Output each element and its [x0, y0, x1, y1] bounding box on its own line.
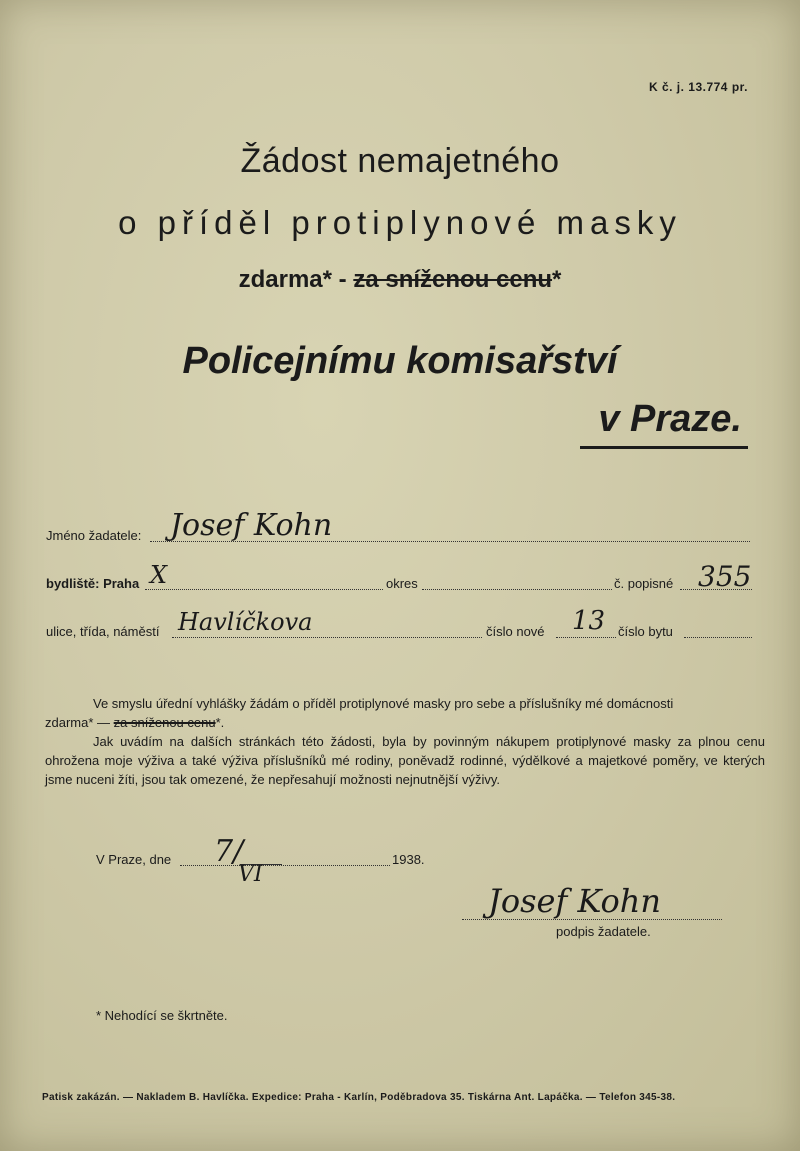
residence-label: bydliště: Praha — [46, 576, 140, 591]
reference-number: K č. j. 13.774 pr. — [648, 80, 748, 94]
title-price-option — [0, 266, 800, 294]
residence-handwritten: X — [150, 561, 168, 589]
title-line-2: o příděl protiplynové masky — [118, 204, 682, 241]
footnote: * Nehodící se škrtněte. — [96, 1008, 228, 1023]
printer-footer: Patisk zakázán. — Nakladem B. Havlíčka. Expedice: Praha - Karlín, Poděbradova 35. Tiskárna Ant. Lapáčka. — Telefon 345-38. — [42, 1092, 676, 1103]
option-reduced-struck: za sníženou cenu — [353, 266, 553, 293]
district-dotted-line — [422, 589, 612, 590]
body-option-end: *. — [215, 715, 225, 730]
date-day-handwritten: 7/ — [214, 834, 244, 869]
street-handwritten: Havlíčkova — [178, 608, 313, 636]
body-paragraph-2: Jak uvádím na dalších stránkách této žádosti, byla by povinným nákupem protiplynové masky za plnou cenu ohrožena moje výživa a také výživa příslušníků mé rodiny, poněvadž rodinné, výdělkové a majetkové poměry, ve kterých jsme nuceni žíti, jsou tak omezené, že nepřesahují možnosti nejnutnější výživy. — [45, 734, 765, 787]
flat-number-label: číslo bytu — [618, 624, 673, 639]
street-dotted-line — [172, 637, 482, 638]
signature-label: podpis žadatele. — [556, 924, 651, 939]
addressee-line-2: v Praze. — [598, 398, 742, 440]
signature-handwritten: Josef Kohn — [488, 882, 661, 920]
date-label: V Praze, dne — [96, 852, 172, 867]
house-number-label: č. popisné — [614, 576, 674, 591]
body-option-reduced-struck: za sníženou cenu — [113, 715, 216, 730]
new-number-dotted-line — [556, 637, 616, 638]
addressee-underline — [580, 446, 748, 449]
body-paragraph-1 — [45, 694, 765, 713]
date-month-handwritten: VI — [238, 862, 263, 887]
district-label: okres — [386, 576, 418, 591]
signature-dotted-line — [462, 919, 722, 920]
addressee-line-1: Policejnímu komisařství — [182, 340, 618, 382]
option-star: * — [552, 266, 562, 293]
option-free: zdarma* — [238, 266, 332, 293]
body-paragraph-1-text: Ve smyslu úřední vyhlášky žádám o příděl protiplynové masky pro sebe a příslušníky mé domácnosti — [93, 696, 674, 711]
body-paragraph-1-continuation — [45, 713, 765, 732]
date-dotted-line — [180, 865, 390, 866]
new-number-label: číslo nové — [486, 624, 545, 639]
option-dash: - — [338, 266, 347, 293]
title-line-1: Žádost nemajetného — [240, 142, 560, 180]
new-number-handwritten: 13 — [572, 606, 606, 636]
body-option-free: zdarma* — [45, 715, 94, 730]
date-year: 1938. — [392, 852, 425, 867]
body-option-dash: — — [97, 715, 111, 730]
residence-dotted-line — [145, 589, 383, 590]
house-number-handwritten: 355 — [698, 560, 752, 593]
name-label: Jméno žadatele: — [46, 528, 142, 543]
name-handwritten: Josef Kohn — [170, 508, 333, 543]
flat-number-dotted-line — [684, 637, 752, 638]
street-label: ulice, třída, náměstí — [46, 624, 160, 639]
